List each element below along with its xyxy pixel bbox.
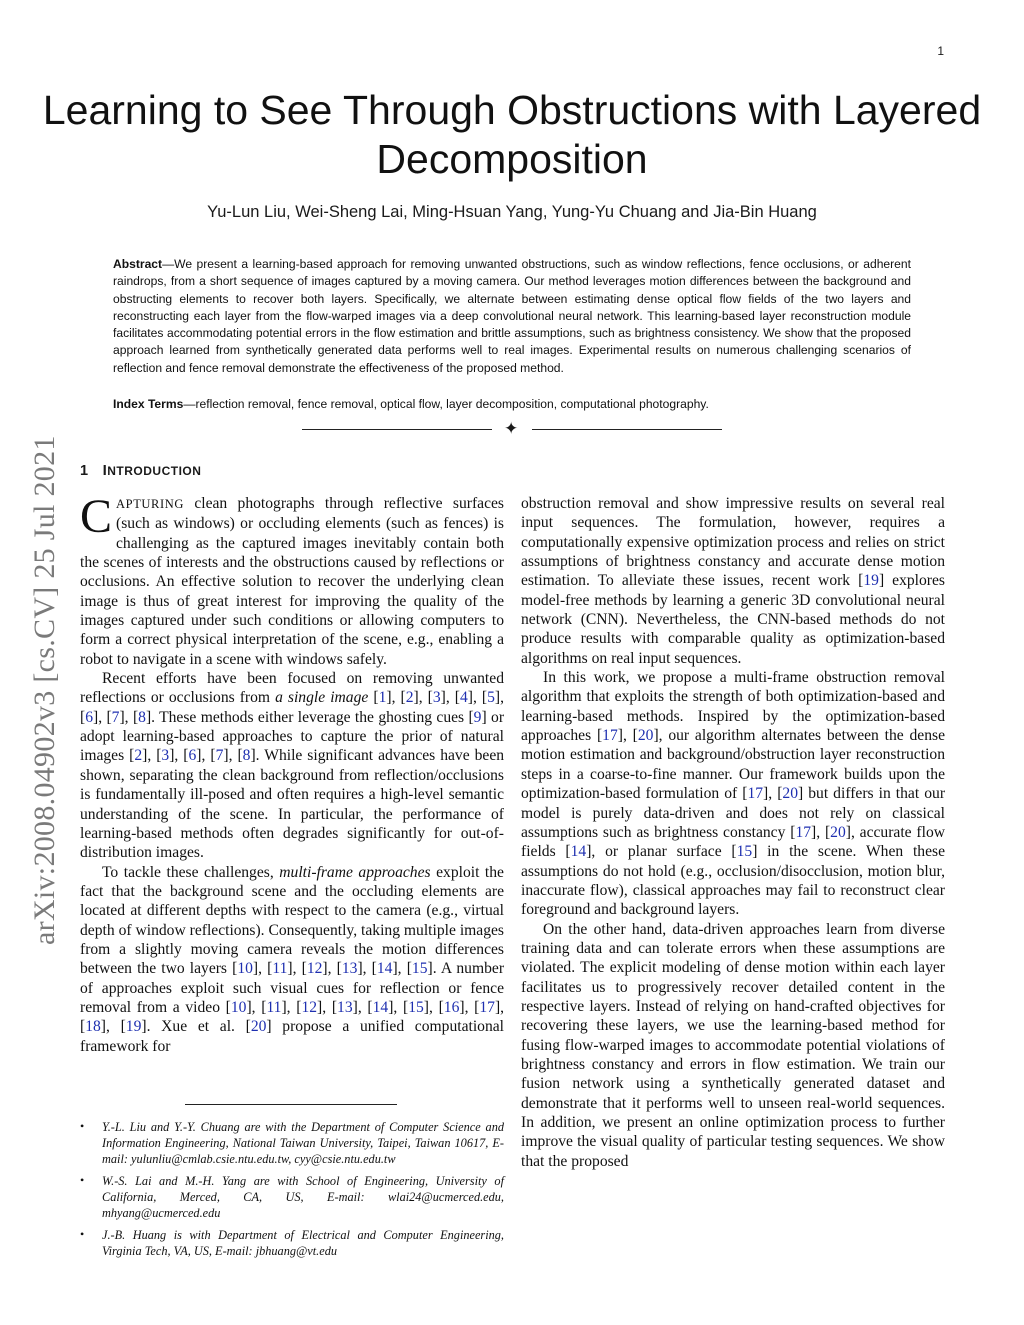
divider-diamond-icon: ✦ [504,419,519,438]
citation-link[interactable]: 17 [479,998,495,1016]
paragraph-2-text-b: [1], [2], [3], [4], [5], [6], [7], [8]. These methods either leverage the ghosting cues [9] or adopt learning-based approaches to capture the prior of natural images [2], [3], [6], [7], [8]. While significant advances have been shown, separating the clean background from reflection/occlusions is fundamentally ill-posed and often requires a high-level semantic understanding of the scene. In particular, the performance of learning-based methods often degrades significantly for out-of-distribution images. [80,689,505,862]
citation-link[interactable]: 16 [443,998,460,1016]
citation-link[interactable]: 14 [570,843,587,861]
citation-link[interactable]: 13 [337,998,353,1016]
paragraph-4: obstruction removal and show impressive results on several real input sequences. The formulation, however, requires a computationally expensive optimization process and relies on strict assumptions of brightness constancy and accurate dense motion estimation. To alleviate these issues, recent work [19] explores model-free methods by learning a generic 3D convolutional neural network (CNN). Nevertheless, the CNN-based methods do not produce results with comparable quality as optimization-based algorithms on real input sequences. [521,495,945,667]
citation-link[interactable]: 1 [378,689,387,707]
citation-link[interactable]: 17 [747,785,764,803]
citation-link[interactable]: 15 [736,843,753,861]
page-number: 1 [937,44,944,58]
citation-link[interactable]: 4 [459,689,468,707]
arxiv-identifier-stamp[interactable]: arXiv:2008.04902v3 [cs.CV] 25 Jul 2021 [28,435,61,945]
divider-line-right [532,429,722,430]
paragraph-3 [80,863,504,1056]
index-terms [113,396,911,413]
citation-link[interactable]: 14 [376,960,393,978]
paragraph-1 [80,490,504,669]
citation-link[interactable]: 9 [473,708,482,726]
citation-link[interactable]: 19 [863,572,879,590]
footnote-text: Y.-L. Liu and Y.-Y. Chuang are with the Department of Computer Science and Information Engineering, National Taiwan University, Taipei, Taiwan 10617, E-mail: yulunliu@cmlab.csie.ntu.edu.tw, cyy@csie.ntu.edu.tw [102,1120,504,1166]
paragraph-3-text-b: exploit the fact that the background scene and the occluding elements are located at different depths with respect to the camera (e.g., virtual depth of window reflections). Consequently, taking multiple images from a slightly moving camera reveals the motion differences between the two layers [10], [11], [12], [13], [14], [15]. A number of approaches exploit such visual cues for reflection or fence removal from a video [10], [11], [12], [13], [14], [15], [16], [17], [18], [19]. Xue et al. [20] propose a unified computational framework for [80,863,505,1055]
footnote-item [80,1227,504,1259]
divider-line-left [302,429,492,430]
citation-link[interactable]: 18 [85,1018,101,1036]
abstract-label: Abstract [113,257,163,271]
citation-link[interactable]: 12 [306,960,323,978]
left-column [80,490,505,1056]
dropcap-letter: C [80,490,113,543]
citation-link[interactable]: 3 [432,689,441,707]
citation-link[interactable]: 12 [301,998,318,1016]
citation-link[interactable]: 11 [272,960,288,978]
citation-link[interactable]: 14 [372,998,389,1016]
paragraph-2-text-a: Recent efforts have been focused on removing unwanted reflections or occlusions from [80,670,504,707]
bullet-icon: • [80,1119,85,1133]
footnote-item [80,1119,504,1167]
citation-link[interactable]: 2 [405,689,414,707]
citation-link[interactable]: 2 [134,747,143,765]
paper-title: Learning to See Through Obstructions with Layered Decomposition [42,87,982,182]
citation-link[interactable]: 20 [830,823,846,841]
citation-link[interactable]: 19 [125,1018,142,1036]
citation-link[interactable]: 5 [487,689,495,707]
citation-link[interactable]: 13 [341,960,358,978]
paragraph-6: On the other hand, data-driven approaches learn from diverse training data and can tolerate errors when these assumptions are violated. The explicit modeling of dense motion within each layer facilitates us to progressively recover detailed content in the respective layers. Instead of relying on hand-crafted objectives for recovering these layers, we use the learning-based method for fusing flow-warped images to accommodate potential violations of brightness constancy and errors in flow estimation. We train our fusion network using a synthetically generated dataset and demonstrate that it performs well to unseen real-world sequences. In addition, we present an online optimization process to further improve the visual quality of particular testing sequences. We show that the proposed [521,920,945,1170]
smallcaps-opening: APTURING [116,497,185,511]
citation-link[interactable]: 10 [230,998,247,1016]
citation-link[interactable]: 8 [242,747,251,765]
section-number: 1 [80,463,89,479]
bullet-icon: • [80,1227,85,1241]
citation-link[interactable]: 7 [215,747,224,765]
citation-link[interactable]: 6 [85,708,93,726]
citation-link[interactable]: 3 [161,747,170,765]
citation-link[interactable]: 7 [111,708,120,726]
paragraph-3-emphasis: multi-frame approaches [279,863,431,881]
citation-link[interactable]: 8 [138,708,146,726]
paragraph-1-text: clean photographs through reflective surfaces (such as windows) or occluding elements (such as fences) is challenging as the captured images inevitably contain both the scenes of interests and the obstructions caused by reflections or occlusions. An effective solution to recover the underlying clean image is thus of great interest for improving the quality of the images captured under such conditions or allowing computers to form a correct physical interpretation of the scene, e.g., enabling a robot to navigate in a scene with windows safely. [80,495,504,668]
citation-link[interactable]: 6 [188,747,197,765]
section-heading-introduction [80,462,201,479]
index-terms-text: —reflection removal, fence removal, optical flow, layer decomposition, computational photography. [183,397,709,411]
footnote-item [80,1173,504,1221]
section-title-initial: I [102,462,108,479]
abstract [113,256,911,377]
citation-link[interactable]: 20 [637,727,654,745]
citation-link[interactable]: 17 [602,727,618,745]
footnotes [80,1119,504,1265]
paragraph-3-text-a: To tackle these challenges, [102,863,280,881]
footnote-text: J.-B. Huang is with Department of Electrical and Computer Engineering, Virginia Tech, VA, US, E-mail: jbhuang@vt.edu [102,1228,504,1258]
citation-link[interactable]: 20 [250,1018,267,1036]
abstract-text: —We present a learning-based approach for removing unwanted obstructions, such as window reflections, fence occlusions, or adherent raindrops, from a short sequence of images captured by a moving camera. Our method leverages motion differences between the background and obstructing elements to recover both layers. Specifically, we alternate between estimating dense optical flow fields of the two layers and reconstructing each layer from the flow-warped images via a deep convolutional neural network. This learning-based layer reconstruction module facilitates accommodating potential errors in the flow estimation and brittle assumptions, such as brightness consistency. We show that the proposed approach learned from synthetically generated data performs well to real images. Experimental results on numerous challenging scenarios of reflection and fence removal demonstrate the effectiveness of the proposed method. [113,257,911,375]
bullet-icon: • [80,1173,85,1187]
citation-link[interactable]: 20 [782,785,798,803]
citation-link[interactable]: 15 [408,998,424,1016]
section-title-rest: NTRODUCTION [107,464,202,478]
author-list: Yu-Lun Liu, Wei-Sheng Lai, Ming-Hsuan Yang, Yung-Yu Chuang and Jia-Bin Huang [207,203,817,221]
index-terms-label: Index Terms [113,397,184,411]
right-column [521,494,945,1171]
paragraph-2-emphasis: a single image [275,689,369,707]
paragraph-2 [80,669,504,862]
citation-link[interactable]: 10 [237,960,253,978]
citation-link[interactable]: 15 [411,960,428,978]
citation-link[interactable]: 11 [266,998,282,1016]
footnote-separator [185,1104,397,1105]
paragraph-5: In this work, we propose a multi-frame obstruction removal algorithm that exploits the strength of both optimization-based and learning-based methods. Inspired by the optimization-based approaches [17], [20], our algorithm alternates between the dense motion estimation and background/obstruction layer reconstruction steps in a coarse-to-fine manner. Our framework builds upon the optimization-based formulation of [17], [20] but differs in that our model is purely data-driven and does not rely on classical assumptions such as brightness constancy [17], [20], accurate flow fields [14], or planar surface [15] in the scene. When these assumptions do not hold (e.g., occlusion/disocclusion, motion blur, inaccurate flow), classical approaches may fail to reconstruct clear foreground and background layers. [521,669,946,919]
footnote-text: W.-S. Lai and M.-H. Yang are with School of Engineering, University of California, Merced, CA, US, E-mail: wlai24@ucmerced.edu, mhyang@ucmerced.edu [102,1174,504,1220]
citation-link[interactable]: 17 [795,823,812,841]
